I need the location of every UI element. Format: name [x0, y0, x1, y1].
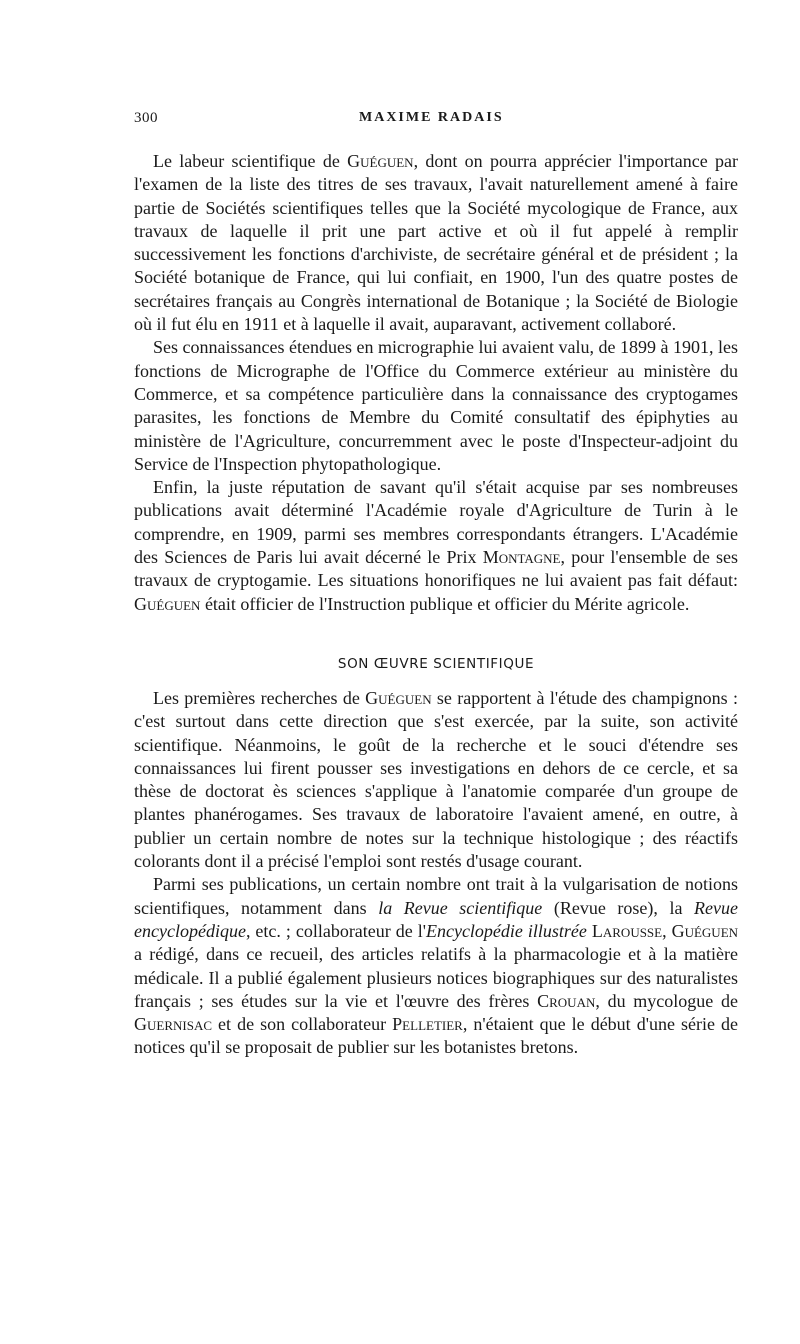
person-name: Crouan	[537, 990, 596, 1011]
paragraph-3	[134, 476, 738, 616]
section-heading: SON ŒUVRE SCIENTIFIQUE	[337, 655, 535, 672]
running-title: MAXIME RADAIS	[359, 110, 504, 125]
publication-title: la Revue scientifique	[378, 897, 543, 918]
text-run: , n'étaient que le début d'une série de notices qu'il se proposait de publier sur les botanistes bretons.	[134, 1014, 739, 1058]
person-name: Guéguen	[671, 920, 739, 941]
text-run: Parmi ses publications, un certain nombre ont trait à la vulgarisation de notions scientifiques, notamment dans	[134, 874, 738, 918]
paragraph-1	[134, 150, 738, 336]
text-run: , dont on pourra apprécier l'importance par l'examen de la liste des titres de ses travaux, l'avait naturellement amené à faire partie de Sociétés scientifiques telles que la Société mycologique de France, aux travaux de laquelle il prit une part active et où il fut appelé à remplir successivement les fonctions d'archiviste, de secrétaire général et de président ; la Société botanique de France, qui lui confiait, en 1900, l'un des quatre postes de secrétaires français au Congrès international de Botanique ; la Société de Biologie où il fut élu en 1911 et à laquelle il avait, auparavant, activement collaboré.	[134, 151, 738, 335]
person-name: Pelletier	[392, 1014, 463, 1035]
person-name: Guéguen	[347, 151, 414, 171]
text-run: était officier de l'Instruction publique et officier du Mérite agricole.	[200, 593, 690, 614]
person-name: Guéguen	[134, 593, 201, 614]
section-paragraph-1	[134, 687, 738, 873]
person-name: Guernisac	[134, 1014, 213, 1035]
text-run: , pour l'ensemble de ses travaux de cryptogamie. Les situations honorifiques ne lui avaient pas fait défaut:	[134, 547, 739, 591]
section-paragraph-2	[134, 873, 738, 1059]
text-run: Les premières recherches de	[153, 687, 366, 708]
page-number: 300	[134, 110, 158, 126]
publication-title: Revue encyclopédique	[134, 897, 738, 941]
publication-title: Encyclopédie illustrée	[425, 920, 587, 941]
text-run: ,	[662, 920, 672, 941]
text-run: et de son collaborateur	[212, 1014, 393, 1035]
paragraph-2: Ses connaissances étendues en micrographie lui avaient valu, de 1899 à 1901, les fonctions de Micrographe de l'Office du Commerce extérieur au ministère du Commerce, et sa compétence particulière dans la connaissance des cryptogames parasites, les fonctions de Membre du Comité consultatif des épiphyties au ministère de l'Agriculture, concurremment avec le poste d'Inspecteur-adjoint du Service de l'Inspection phytopathologique.	[134, 337, 738, 474]
person-name: Larousse	[591, 920, 663, 941]
text-run: se rapportent à l'étude des champignons : c'est surtout dans cette direction que s'est exercée, par la suite, son activité scientifique. Néanmoins, le goût de la recherche et le souci d'étendre ses connaissances lui firent pousser ses investigations en dehors de ce cercle, et sa thèse de doctorat ès sciences s'applique à l'anatomie comparée d'un groupe de plantes phanérogames. Ses travaux de laboratoire l'avaient amené, en outre, à publier un certain nombre de notes sur la technique histologique ; des réactifs colorants dont il a précisé l'emploi sont restés d'usage courant.	[134, 687, 739, 872]
document-page	[134, 106, 738, 1060]
text-run: , etc. ; collaborateur de l'	[245, 920, 426, 941]
running-header	[134, 106, 738, 132]
body-text	[134, 150, 738, 1060]
text-run: Enfin, la juste réputation de savant qu'il s'était acquise par ses nombreuses publications avait déterminé l'Académie royale d'Agriculture de Turin à le comprendre, en 1909, parmi ses membres correspondants étrangers. L'Académie des Sciences de Paris lui avait décerné le Prix	[134, 477, 738, 568]
text-run: a rédigé, dans ce recueil, des articles relatifs à la pharmacologie et à la matière médicale. Il a publié également plusieurs notices biographiques sur des naturalistes français ; ses études sur la vie et l'œuvre des frères	[134, 944, 738, 1011]
text-run: Le labeur scientifique de	[153, 151, 348, 171]
text-run: (Revue rose), la	[542, 897, 695, 918]
text-run: , du mycologue de	[595, 990, 738, 1011]
person-name: Montagne	[482, 547, 561, 568]
person-name: Guéguen	[365, 687, 432, 708]
